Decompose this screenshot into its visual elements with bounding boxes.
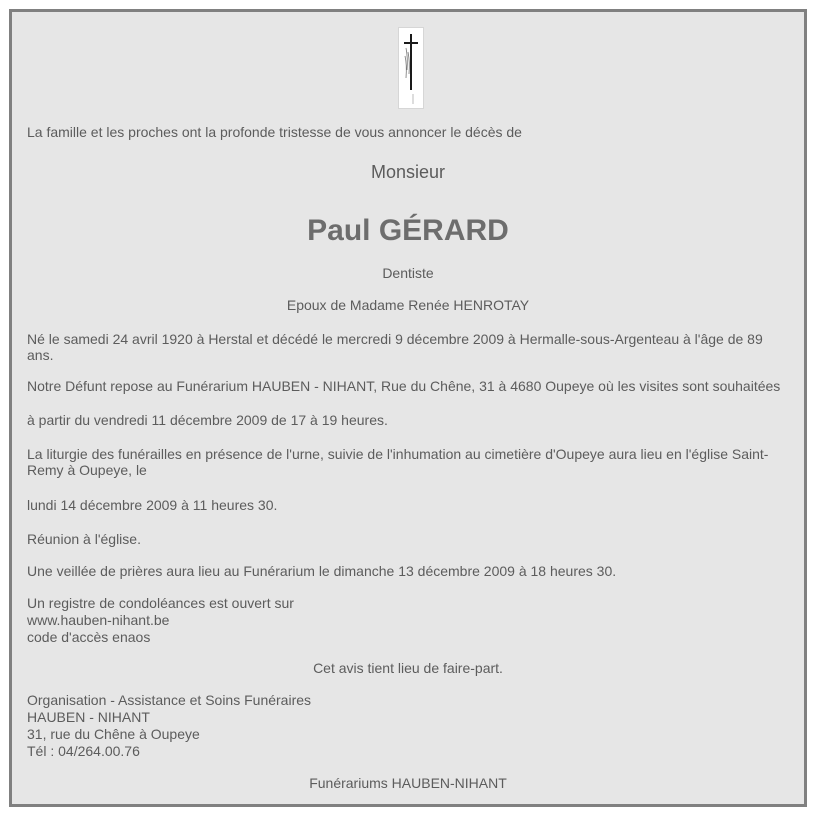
registry-url: www.hauben-nihant.be: [27, 612, 170, 628]
rest-text-line2: à partir du vendredi 11 décembre 2009 de 17 à 19 heures.: [27, 412, 388, 428]
organisation-phone: Tél : 04/264.00.76: [27, 743, 140, 759]
registry-code: code d'accès enaos: [27, 629, 151, 645]
profession: Dentiste: [382, 265, 434, 281]
liturgy-text: La liturgie des funérailles en présence de l'urne, suivie de l'inhumation au cimetière d'Oupeye aura lieu en l'église Saint-Remy à Oupeye, le: [27, 446, 769, 478]
announcement-text: Cet avis tient lieu de faire-part.: [313, 660, 503, 676]
cross-emblem: [398, 27, 424, 109]
cross-icon: [399, 28, 423, 108]
vigil-text: Une veillée de prières aura lieu au Funérarium le dimanche 13 décembre 2009 à 18 heures 30.: [27, 563, 617, 579]
registry-text: Un registre de condoléances est ouvert sur: [27, 595, 294, 611]
spouse-line: Epoux de Madame Renée HENROTAY: [286, 297, 530, 313]
honorific: Monsieur: [370, 162, 446, 182]
death-notice: [9, 9, 807, 807]
organisation-line1: Organisation - Assistance et Soins Funéraires: [27, 692, 312, 708]
organisation-address: 31, rue du Chêne à Oupeye: [27, 726, 200, 742]
liturgy-date: lundi 14 décembre 2009 à 11 heures 30.: [27, 497, 278, 513]
rest-text-line1: Notre Défunt repose au Funérarium HAUBEN - NIHANT, Rue du Chêne, 31 à 4680 Oupeye où les visites sont souhaitées: [27, 378, 781, 394]
deceased-name: Paul GÉRARD: [307, 214, 509, 247]
footer-signature: Funérariums HAUBEN-NIHANT: [309, 775, 507, 791]
meeting-text: Réunion à l'église.: [27, 531, 141, 547]
organisation-name: HAUBEN - NIHANT: [27, 709, 150, 725]
intro-text: La famille et les proches ont la profonde tristesse de vous annoncer le décès de: [27, 124, 522, 140]
birth-death-text: Né le samedi 24 avril 1920 à Herstal et décédé le mercredi 9 décembre 2009 à Hermalle-sous-Argenteau à l'âge de 89 ans.: [27, 331, 763, 363]
